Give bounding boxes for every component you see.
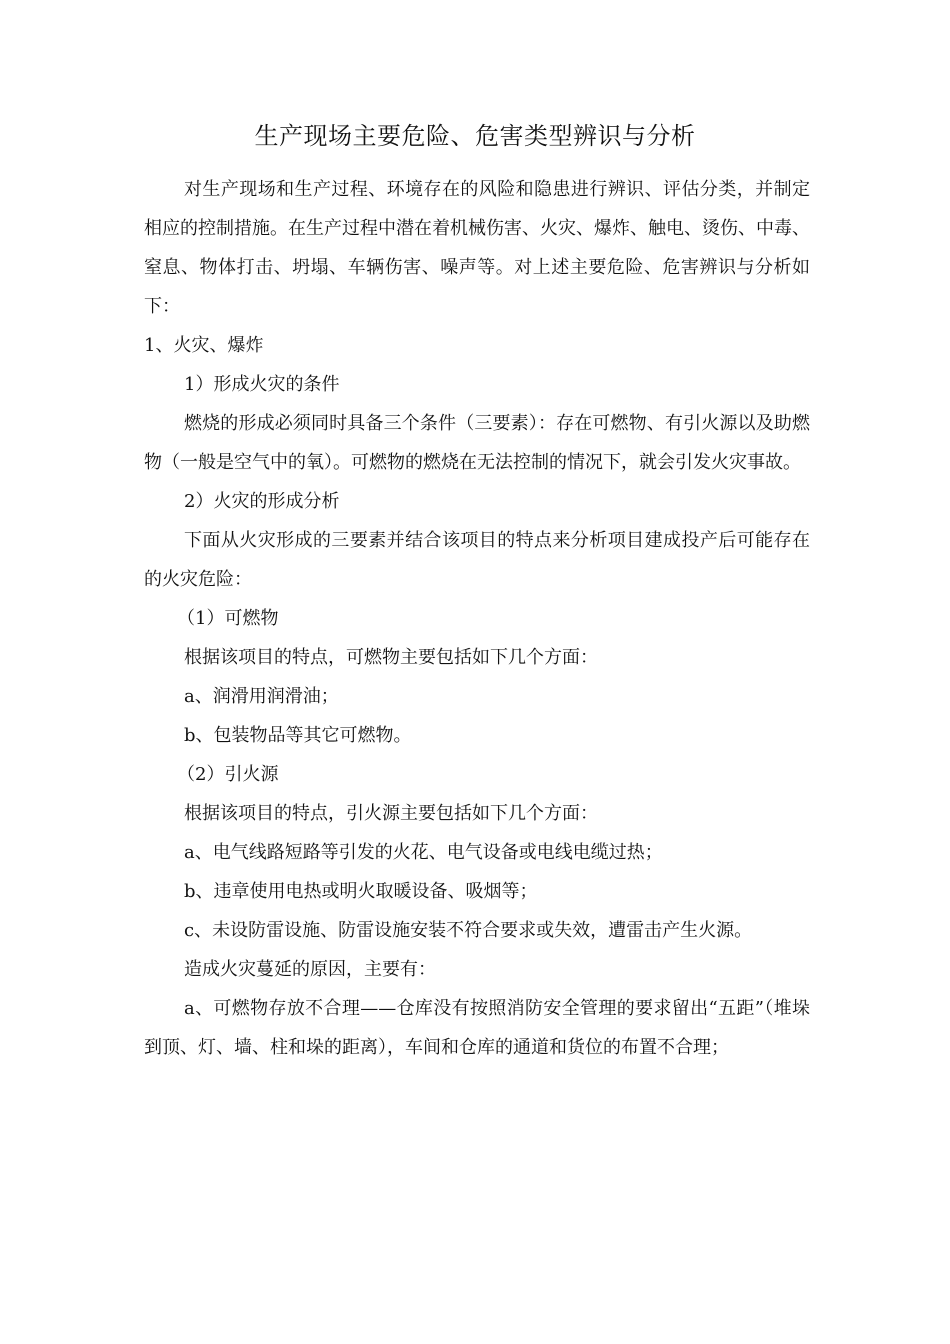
combustibles-intro: 根据该项目的特点，可燃物主要包括如下几个方面：	[184, 647, 598, 668]
spread-item-a: a、可燃物存放不合理——仓库没有按照消防安全管理的要求留出“五距”（堆垛到顶、灯、墙、柱和垛的距离），车间和仓库的通道和货位的布置不合理；	[144, 998, 810, 1058]
subsection-1-heading: 1）形成火灾的条件	[184, 374, 340, 395]
ignition-item-a: a、电气线路短路等引发的火花、电气设备或电线电缆过热；	[184, 842, 663, 863]
combustibles-heading: （1）可燃物	[177, 608, 279, 629]
document-title: 生产现场主要危险、危害类型辨识与分析	[254, 122, 696, 150]
subsection-1-text: 燃烧的形成必须同时具备三个条件（三要素）：存在可燃物、有引火源以及助燃物（一般是空气中的氧）。可燃物的燃烧在无法控制的情况下，就会引发火灾事故。	[144, 413, 810, 473]
ignition-heading: （2）引火源	[177, 764, 279, 785]
ignition-item-c: c、未设防雷设施、防雷设施安装不符合要求或失效，遭雷击产生火源。	[184, 920, 753, 941]
ignition-item-b: b、违章使用电热或明火取暖设备、吸烟等；	[184, 881, 538, 902]
spread-intro: 造成火灾蔓延的原因，主要有：	[184, 959, 436, 980]
subsection-2-heading: 2）火灾的形成分析	[184, 491, 340, 512]
document-body	[144, 170, 810, 1067]
section-1-heading: 1、火灾、爆炸	[144, 335, 264, 356]
ignition-intro: 根据该项目的特点，引火源主要包括如下几个方面：	[184, 803, 598, 824]
combustibles-item-a: a、润滑用润滑油；	[184, 686, 339, 707]
intro-paragraph: 对生产现场和生产过程、环境存在的风险和隐患进行辨识、评估分类，并制定相应的控制措施。在生产过程中潜在着机械伤害、火灾、爆炸、触电、烫伤、中毒、窒息、物体打击、坍塌、车辆伤害、噪声等。对上述主要危险、危害辨识与分析如下：	[144, 179, 810, 317]
combustibles-item-b: b、包装物品等其它可燃物。	[184, 725, 412, 746]
subsection-2-text: 下面从火灾形成的三要素并结合该项目的特点来分析项目建成投产后可能存在的火灾危险：	[144, 530, 810, 590]
